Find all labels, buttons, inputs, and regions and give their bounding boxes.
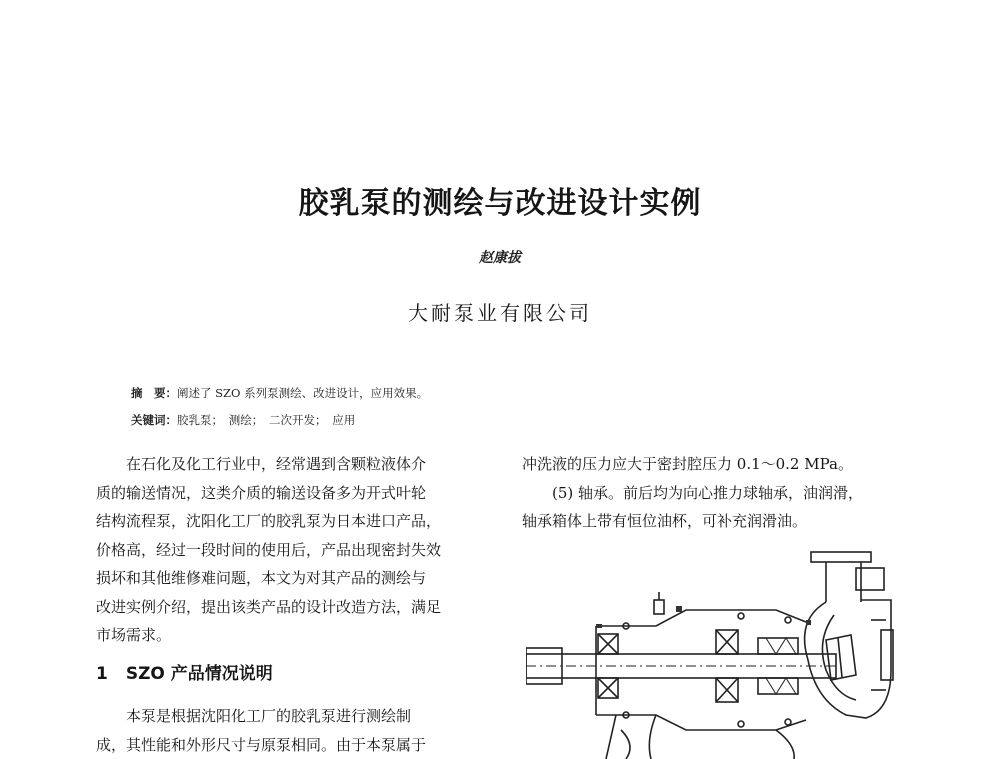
body-line: 冲洗液的压力应大于密封腔压力 0.1～0.2 MPa。 <box>522 455 853 473</box>
author-affiliation: 大耐泵业有限公司 <box>408 301 592 325</box>
body-line: 本泵是根据沈阳化工厂的胶乳泵进行测绘制 <box>96 707 412 725</box>
body-line: 轴承箱体上带有恒位油杯，可补充润滑油。 <box>522 512 808 530</box>
body-line: 市场需求。 <box>96 626 172 644</box>
paper-title: 胶乳泵的测绘与改进设计实例 <box>298 186 702 221</box>
pump-cross-section-drawing <box>526 540 906 759</box>
left-column-intro <box>96 450 496 650</box>
left-column-section-body <box>96 702 426 759</box>
keywords-label: 关键词： <box>131 413 177 427</box>
body-line: 在石化及化工行业中，经常遇到含颗粒液体介 <box>96 455 427 473</box>
abstract-line <box>131 385 428 401</box>
body-line: 价格高，经过一段时间的使用后，产品出现密封失效 <box>96 540 442 559</box>
abstract-label: 摘 要： <box>131 386 177 400</box>
body-line: 改进实例介绍，提出该类产品的设计改造方法，满足 <box>96 597 442 616</box>
right-column-text <box>522 450 942 536</box>
volute-casing <box>805 600 891 718</box>
section-heading <box>96 659 273 684</box>
body-line: 结构流程泵，沈阳化工厂的胶乳泵为日本进口产品， <box>96 512 442 530</box>
section-title: SZO 产品情况说明 <box>125 664 273 684</box>
body-line: (5) 轴承。前后均为向心推力球轴承，油润滑， <box>522 483 864 502</box>
author-name: 赵康拔 <box>479 250 521 266</box>
section-number: 1 <box>96 664 108 684</box>
body-line: 损坏和其他维修难问题，本文为对其产品的测绘与 <box>96 569 427 587</box>
keywords-text: 胶乳泵； 测绘； 二次开发； 应用 <box>177 413 356 427</box>
body-line: 成，其性能和外形尺寸与原泵相同。由于本泵属于 <box>96 736 427 754</box>
body-line: 质的输送情况，这类介质的输送设备多为开式叶轮 <box>96 483 427 502</box>
oil-cup <box>654 600 664 614</box>
keywords-line <box>131 412 355 428</box>
discharge-flange <box>811 552 871 562</box>
abstract-text: 阐述了 SZO 系列泵测绘、改进设计，应用效果。 <box>177 386 429 400</box>
